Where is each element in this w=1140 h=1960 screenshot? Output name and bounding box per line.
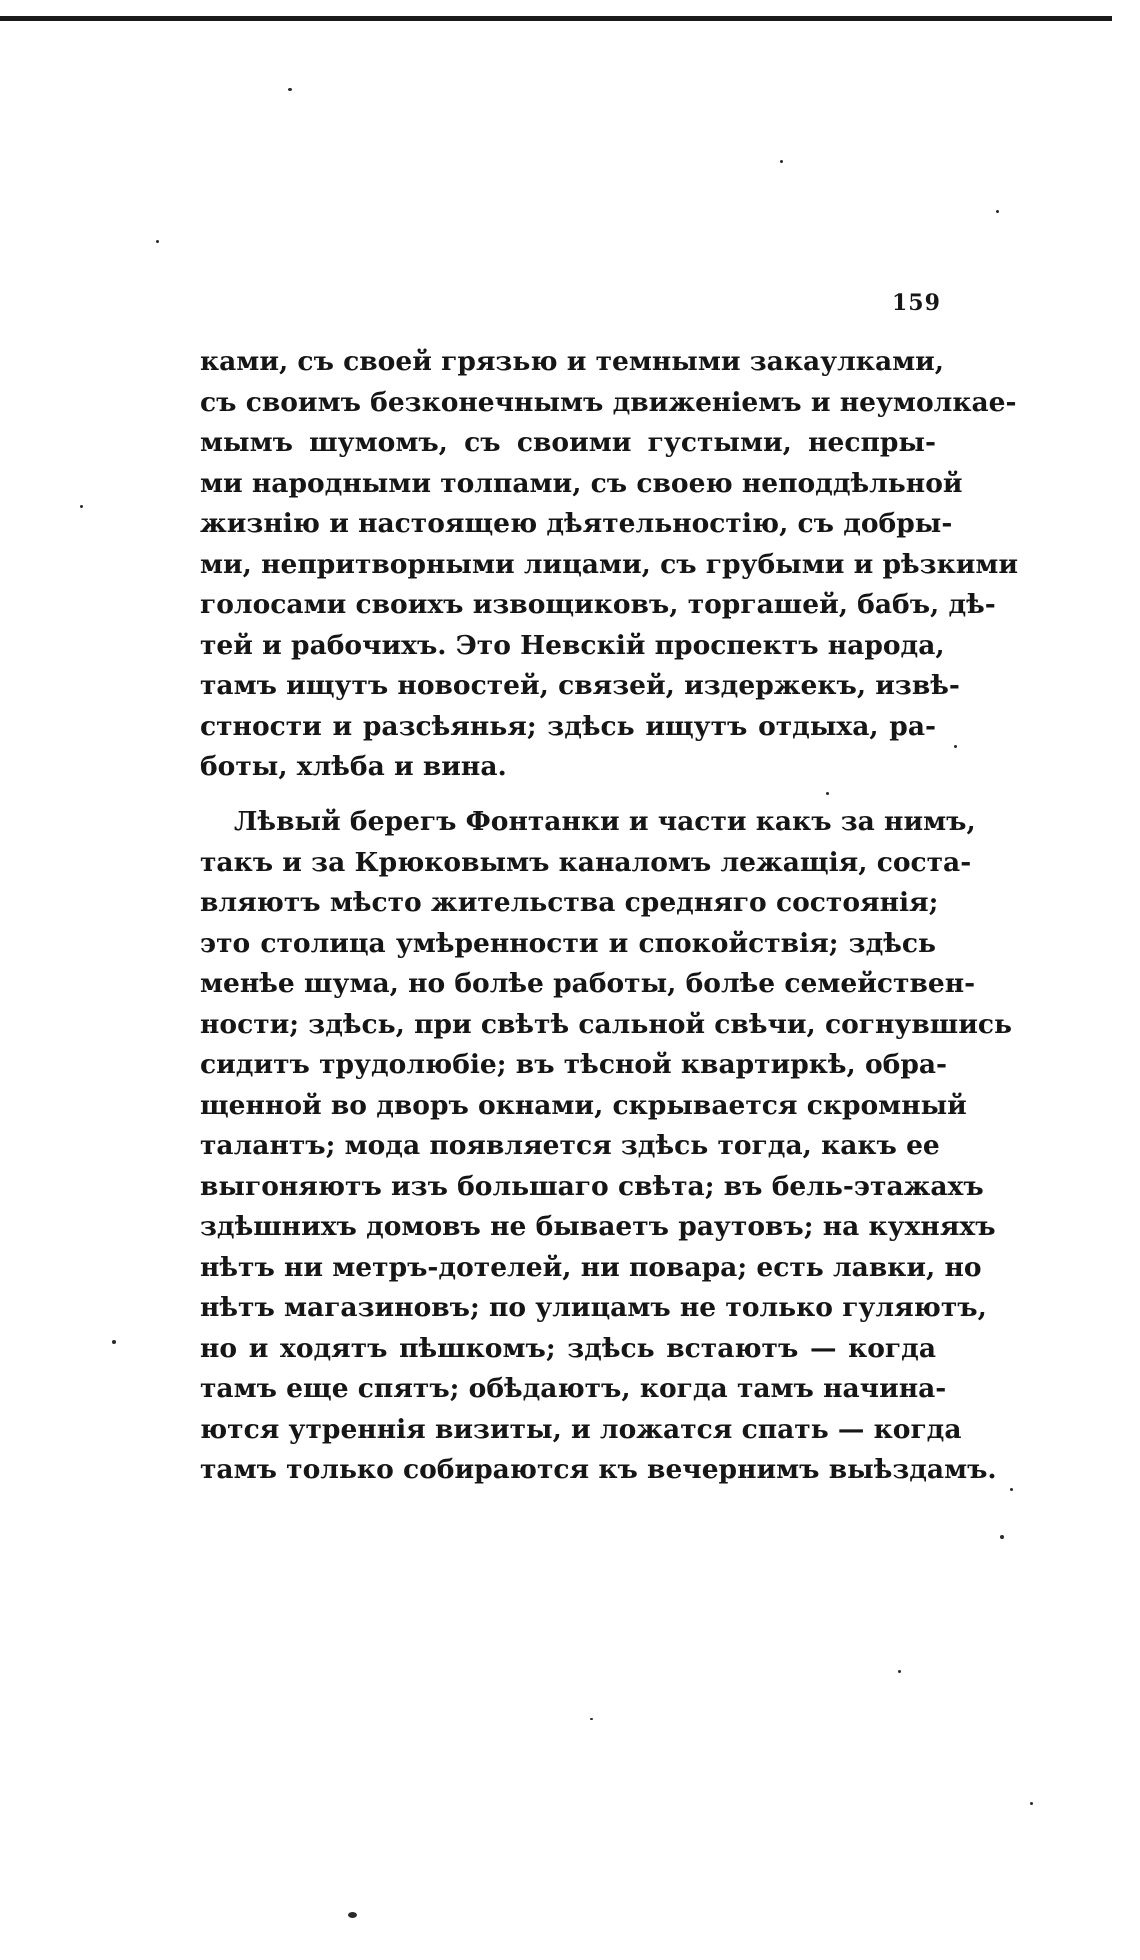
text-line: ются утреннія визиты, и ложатся спать — когда xyxy=(200,1413,962,1445)
paragraph-2 xyxy=(200,802,1013,1491)
text-line: боты, хлѣба и вина. xyxy=(200,751,507,782)
scan-speck xyxy=(780,160,783,163)
scan-speck xyxy=(590,1718,593,1720)
text-line: ности; здѣсь, при свѣтѣ сальной свѣчи, согнувшись xyxy=(200,1008,1013,1040)
text-line: голосами своихъ извощиковъ, торгашей, бабъ, дѣ- xyxy=(200,589,996,620)
text-line: мымъ шумомъ, съ своими густыми, неспры- xyxy=(200,427,936,458)
text-line: ками, съ своей грязью и темными закаулками, xyxy=(200,346,945,377)
text-line: Лѣвый берегъ Фонтанки и части какъ за нимъ, xyxy=(234,806,976,837)
text-line: талантъ; мода появляется здѣсь тогда, какъ ее xyxy=(200,1130,940,1161)
scan-speck xyxy=(112,1340,116,1344)
scan-speck xyxy=(1010,1488,1013,1491)
paragraph-1 xyxy=(200,342,1019,788)
text-line: ми народными толпами, съ своею неподдѣльной xyxy=(200,467,963,499)
text-line: но и ходятъ пѣшкомъ; здѣсь встаютъ — когда xyxy=(200,1332,936,1364)
text-line: менѣе шума, но болѣе работы, болѣе семействен- xyxy=(200,968,976,999)
text-line: ми, непритворными лицами, съ грубыми и рѣзкими xyxy=(200,548,1019,580)
scan-speck xyxy=(954,745,957,748)
page-number: 159 xyxy=(892,290,941,316)
text-line: стности и разсѣянья; здѣсь ищутъ отдыха, ра- xyxy=(200,710,936,742)
scan-speck xyxy=(898,1670,901,1673)
scan-speck xyxy=(826,792,829,795)
scan-speck xyxy=(348,1912,357,1918)
scan-speck xyxy=(1030,1802,1033,1805)
text-line: здѣшнихъ домовъ не бываетъ раутовъ; на кухняхъ xyxy=(200,1211,996,1242)
top-border-rule xyxy=(0,16,1112,21)
text-line: тамъ ищутъ новостей, связей, издержекъ, извѣ- xyxy=(200,670,960,701)
text-line: жизнію и настоящею дѣятельностію, съ добры- xyxy=(200,508,953,539)
text-line: это столица умѣренности и спокойствія; здѣсь xyxy=(200,927,936,959)
scan-speck xyxy=(156,240,159,243)
text-line: сидитъ трудолюбіе; въ тѣсной квартиркѣ, обра- xyxy=(200,1049,948,1080)
text-line: тей и рабочихъ. Это Невскій проспектъ народа, xyxy=(200,629,945,661)
scan-speck xyxy=(1000,1535,1004,1539)
text-line: нѣтъ ни метръ-дотелей, ни повара; есть лавки, но xyxy=(200,1251,982,1283)
text-line: щенной во дворъ окнами, скрывается скромный xyxy=(200,1089,967,1121)
text-line: съ своимъ безконечнымъ движеніемъ и неумолкае- xyxy=(200,386,1017,418)
scan-speck xyxy=(288,88,292,91)
text-line: тамъ еще спятъ; обѣдаютъ, когда тамъ начина- xyxy=(200,1373,947,1404)
text-line: выгоняютъ изъ большаго свѣта; въ бель-этажахъ xyxy=(200,1170,984,1202)
scan-speck xyxy=(996,210,999,213)
text-line: нѣтъ магазиновъ; по улицамъ не только гуляютъ, xyxy=(200,1292,987,1323)
text-line: такъ и за Крюковымъ каналомъ лежащія, соста- xyxy=(200,846,972,878)
text-line: вляютъ мѣсто жительства средняго состоянія; xyxy=(200,887,939,918)
scan-speck xyxy=(80,505,83,508)
text-line: тамъ только собираются къ вечернимъ выѣздамъ. xyxy=(200,1454,997,1485)
